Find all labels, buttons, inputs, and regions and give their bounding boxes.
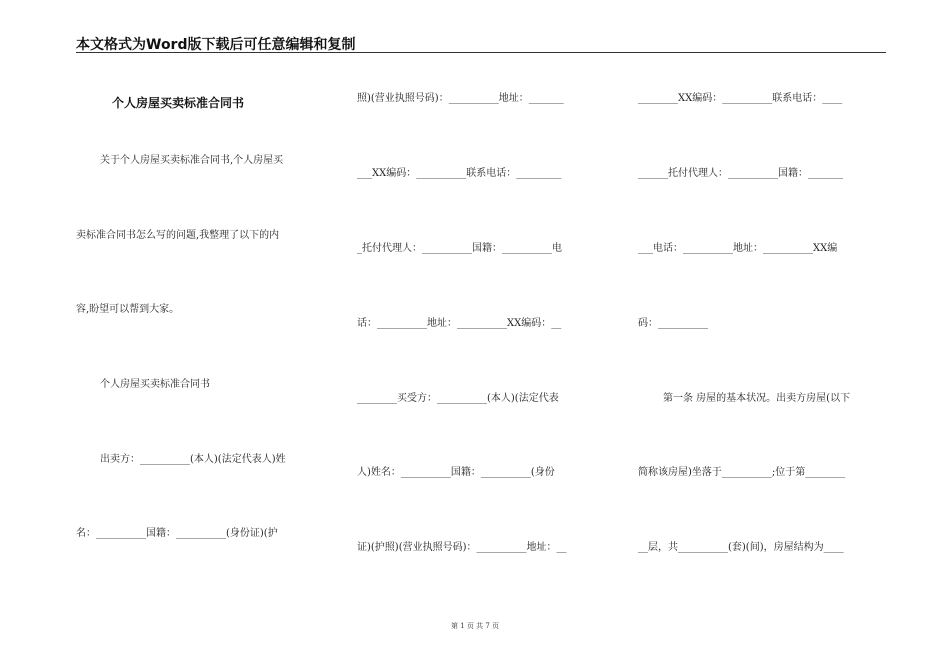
page-number-footer: 第 1 页 共 7 页 xyxy=(450,622,500,630)
paragraph-line: 人)姓名：__________国籍：__________(身份 xyxy=(357,467,555,478)
paragraph-line: 容,盼望可以帮到大家。 xyxy=(76,304,180,315)
paragraph-line: 关于个人房屋买卖标准合同书,个人房屋买 xyxy=(100,155,284,166)
paragraph-line: 第一条 房屋的基本状况。出卖方房屋(以下 xyxy=(663,393,851,404)
paragraph-line: ________买受方：__________(本人)(法定代表 xyxy=(357,393,559,404)
header-title: 本文格式为Word版下载后可任意编辑和复制 xyxy=(76,37,356,53)
document-title: 个人房屋买卖标准合同书 xyxy=(112,96,245,110)
paragraph-line: ________XX编码：__________联系电话：____ xyxy=(638,93,843,104)
paragraph-line: 照)(营业执照号码)：__________地址：_______ xyxy=(357,93,564,104)
paragraph-line: 名：__________国籍：__________(身份证)(护 xyxy=(76,528,278,539)
paragraph-line: 简称该房屋)坐落于__________;位于第________ xyxy=(638,467,846,478)
paragraph-line: 码：__________ xyxy=(638,318,708,329)
paragraph-line: ___XX编码：__________联系电话：_________ xyxy=(357,168,562,179)
paragraph-line: 证)(护照)(营业执照号码)：__________地址：__ xyxy=(357,542,567,553)
paragraph-line: ______托付代理人：__________国籍：_______ xyxy=(638,168,843,179)
paragraph-line: ___电话：__________地址：__________XX编 xyxy=(638,243,838,254)
paragraph-line: 卖标准合同书怎么写的问题,我整理了以下的内 xyxy=(76,230,280,241)
paragraph-line: 出卖方：__________(本人)(法定代表人)姓 xyxy=(100,454,286,465)
paragraph-line: 个人房屋买卖标准合同书 xyxy=(100,379,210,390)
paragraph-line: 话：__________地址：__________XX编码：__ xyxy=(357,318,562,329)
paragraph-line: __层，共__________(套)(间)，房屋结构为____ xyxy=(638,542,844,553)
header-rule xyxy=(76,52,886,53)
paragraph-line: _托付代理人：__________国籍：__________电 xyxy=(357,243,562,254)
